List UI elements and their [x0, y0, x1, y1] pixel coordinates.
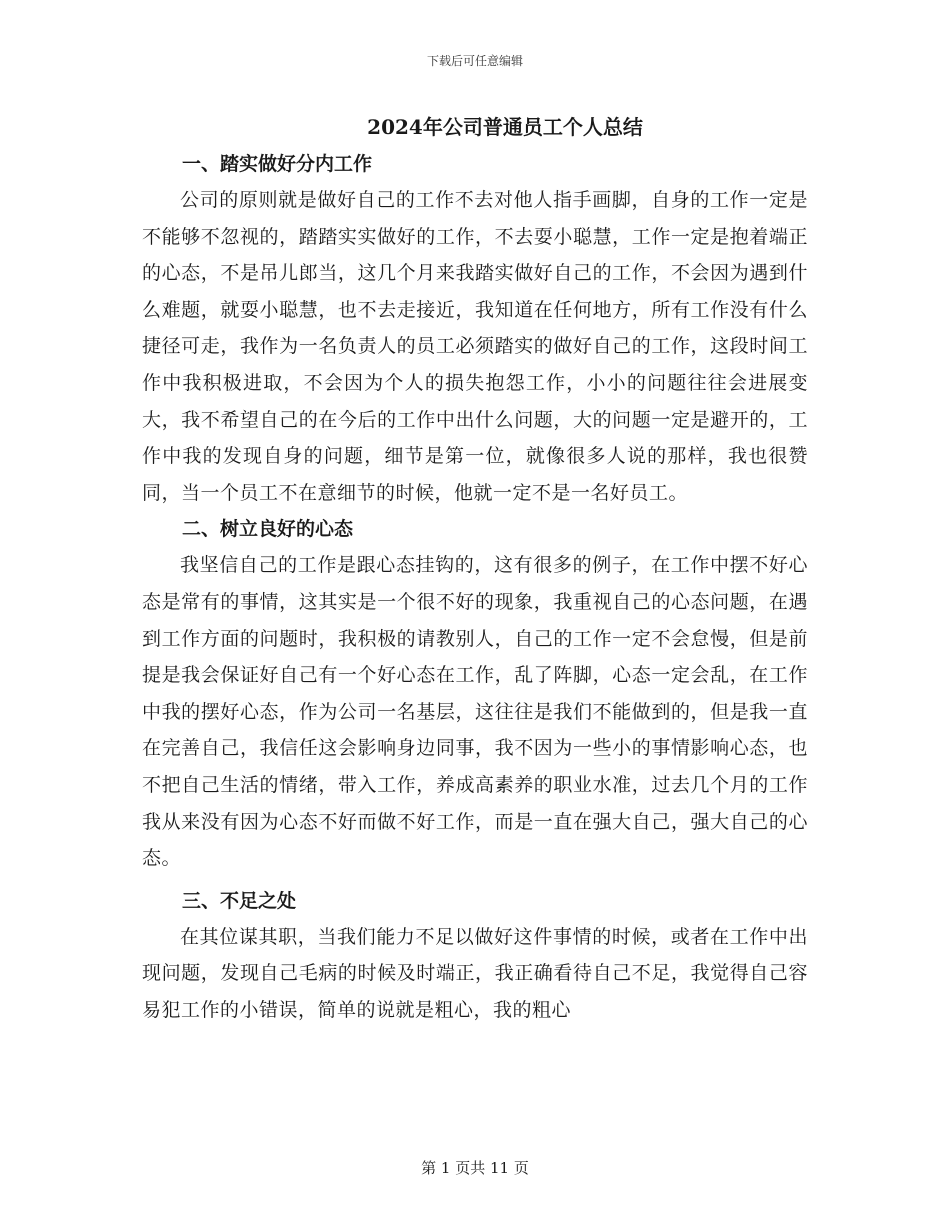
section-paragraph-1: 公司的原则就是做好自己的工作不去对他人指手画脚，自身的工作一定是不能够不忽视的，踏踏实实做好的工作，不去耍小聪慧，工作一定是抱着端正的心态，不是吊儿郎当，这几个月来我踏实做好自己的工作，不会因为遇到什么难题，就耍小聪慧，也不去走接近，我知道在任何地方，所有工作没有什么捷径可走，我作为一名负责人的员工必须踏实的做好自己的工作，这段时间工作中我积极进取，不会因为个人的损失抱怨工作，小小的问题往往会进展变大，我不希望自己的在今后的工作中出什么问题，大的问题一定是避开的，工作中我的发现自身的问题，细节是第一位，就像很多人说的那样，我也很赞同，当一个员工不在意细节的时候，他就一定不是一名好员工。	[142, 189, 808, 504]
section-heading-2: 二、树立良好的心态	[182, 518, 354, 541]
document-title: 2024年公司普通员工个人总结	[367, 115, 643, 139]
document-body	[142, 108, 808, 1028]
section-heading-1: 一、踏实做好分内工作	[182, 153, 373, 175]
section-heading-3: 三、不足之处	[182, 889, 297, 912]
section-paragraph-2: 我坚信自己的工作是跟心态挂钩的，这有很多的例子，在工作中摆不好心态是常有的事情，这其实是一个很不好的现象，我重视自己的心态问题，在遇到工作方面的问题时，我积极的请教别人，自己的工作一定不会怠慢，但是前提是我会保证好自己有一个好心态在工作，乱了阵脚，心态一定会乱，在工作中我的摆好心态，作为公司一名基层，这往往是我们不能做到的，但是我一直在完善自己，我信任这会影响身边同事，我不因为一些小的事情影响心态，也不把自己生活的情绪，带入工作，养成高素养的职业水准，过去几个月的工作我从来没有因为心态不好而做不好工作，而是一直在强大自己，强大自己的心态。	[142, 554, 808, 870]
section-paragraph-3: 在其位谋其职，当我们能力不足以做好这件事情的时候，或者在工作中出现问题，发现自己毛病的时候及时端正，我正确看待自己不足，我觉得自己容易犯工作的小错误，简单的说就是粗心，我的粗心	[142, 925, 808, 1021]
page-footer: 第 1 页共 11 页	[421, 1159, 529, 1177]
header-note: 下载后可任意编辑	[426, 54, 523, 68]
